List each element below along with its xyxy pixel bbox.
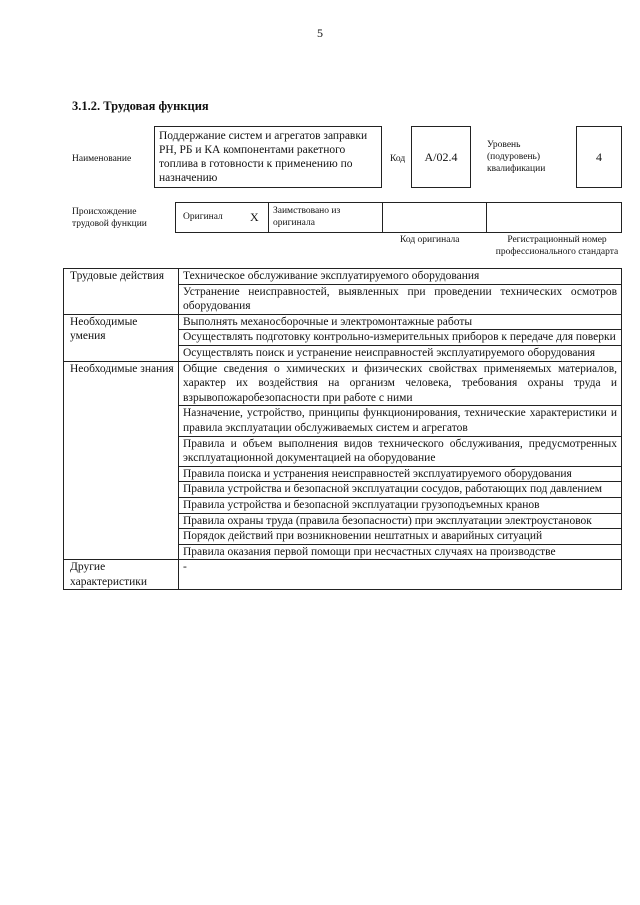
table-cell: Устранение неисправностей, выявленных при проведении технических осмотров оборудования — [179, 284, 622, 314]
table-cell: Правила охраны труда (правила безопасности) при эксплуатации электроустановок — [179, 513, 622, 529]
other-characteristics-label: Другие характеристики — [64, 560, 179, 590]
name-label: Наименование — [72, 154, 132, 164]
table-row — [64, 361, 622, 406]
table-cell: Осуществлять поиск и устранение неисправностей эксплуатируемого оборудования — [179, 345, 622, 361]
table-cell: Техническое обслуживание эксплуатируемого оборудования — [179, 269, 622, 285]
table-row — [64, 269, 622, 285]
qualification-level-label: Уровень (подуровень) квалификации — [487, 140, 546, 174]
function-table — [63, 268, 622, 590]
table-cell: Правила оказания первой помощи при несчастных случаях на производстве — [179, 544, 622, 560]
page-number: 5 — [317, 26, 323, 40]
level-value: 4 — [596, 150, 602, 164]
code-label: Код — [390, 154, 406, 164]
origin-divider-2 — [382, 203, 383, 232]
table-cell: - — [179, 560, 622, 590]
origin-row — [175, 202, 622, 233]
table-row — [64, 314, 622, 330]
original-mark: X — [250, 210, 259, 224]
borrowed-label: Заимствовано из оригинала — [273, 206, 341, 228]
code-value: А/02.4 — [424, 150, 458, 164]
function-name: Поддержание систем и агрегатов заправки РН, РБ и КА компонентами ракетного топлива в готовности к применению по назначению — [154, 126, 382, 188]
origin-label: Происхождение трудовой функции — [72, 207, 147, 229]
table-cell: Правила поиска и устранения неисправностей эксплуатируемого оборудования — [179, 466, 622, 482]
table-cell: Правила и объем выполнения видов технического обслуживания, предусмотренных эксплуатационной документацией на оборудование — [179, 436, 622, 466]
origin-divider-3 — [486, 203, 487, 232]
table-cell: Правила устройства и безопасной эксплуатации грузоподъемных кранов — [179, 497, 622, 513]
reg-number-caption: Регистрационный номер профессионального стандарта — [495, 235, 619, 257]
table-cell: Правила устройства и безопасной эксплуатации сосудов, работающих под давлением — [179, 482, 622, 498]
labor-actions-label: Трудовые действия — [64, 269, 179, 315]
origin-divider-1 — [268, 203, 269, 232]
section-title: 3.1.2. Трудовая функция — [72, 99, 209, 113]
code-box — [411, 126, 471, 188]
level-box — [576, 126, 622, 188]
required-knowledge-label: Необходимые знания — [64, 361, 179, 560]
table-cell: Порядок действий при возникновении нештатных и аварийных ситуаций — [179, 529, 622, 545]
original-label: Оригинал — [183, 212, 223, 222]
table-row — [64, 560, 622, 590]
table-cell: Осуществлять подготовку контрольно-измерительных приборов к передаче для поверки — [179, 330, 622, 346]
required-skills-label: Необходимые умения — [64, 314, 179, 361]
table-cell: Назначение, устройство, принципы функционирования, технические характеристики и правила эксплуатации обслуживаемых систем и агрегатов — [179, 406, 622, 436]
code-original-caption: Код оригинала — [400, 235, 460, 245]
table-cell: Общие сведения о химических и физических свойствах применяемых материалов, характер их воздействия на организм человека, требования охраны труда и взрывопожаробезопасности при работе с ними — [179, 361, 622, 406]
table-cell: Выполнять механосборочные и электромонтажные работы — [179, 314, 622, 330]
